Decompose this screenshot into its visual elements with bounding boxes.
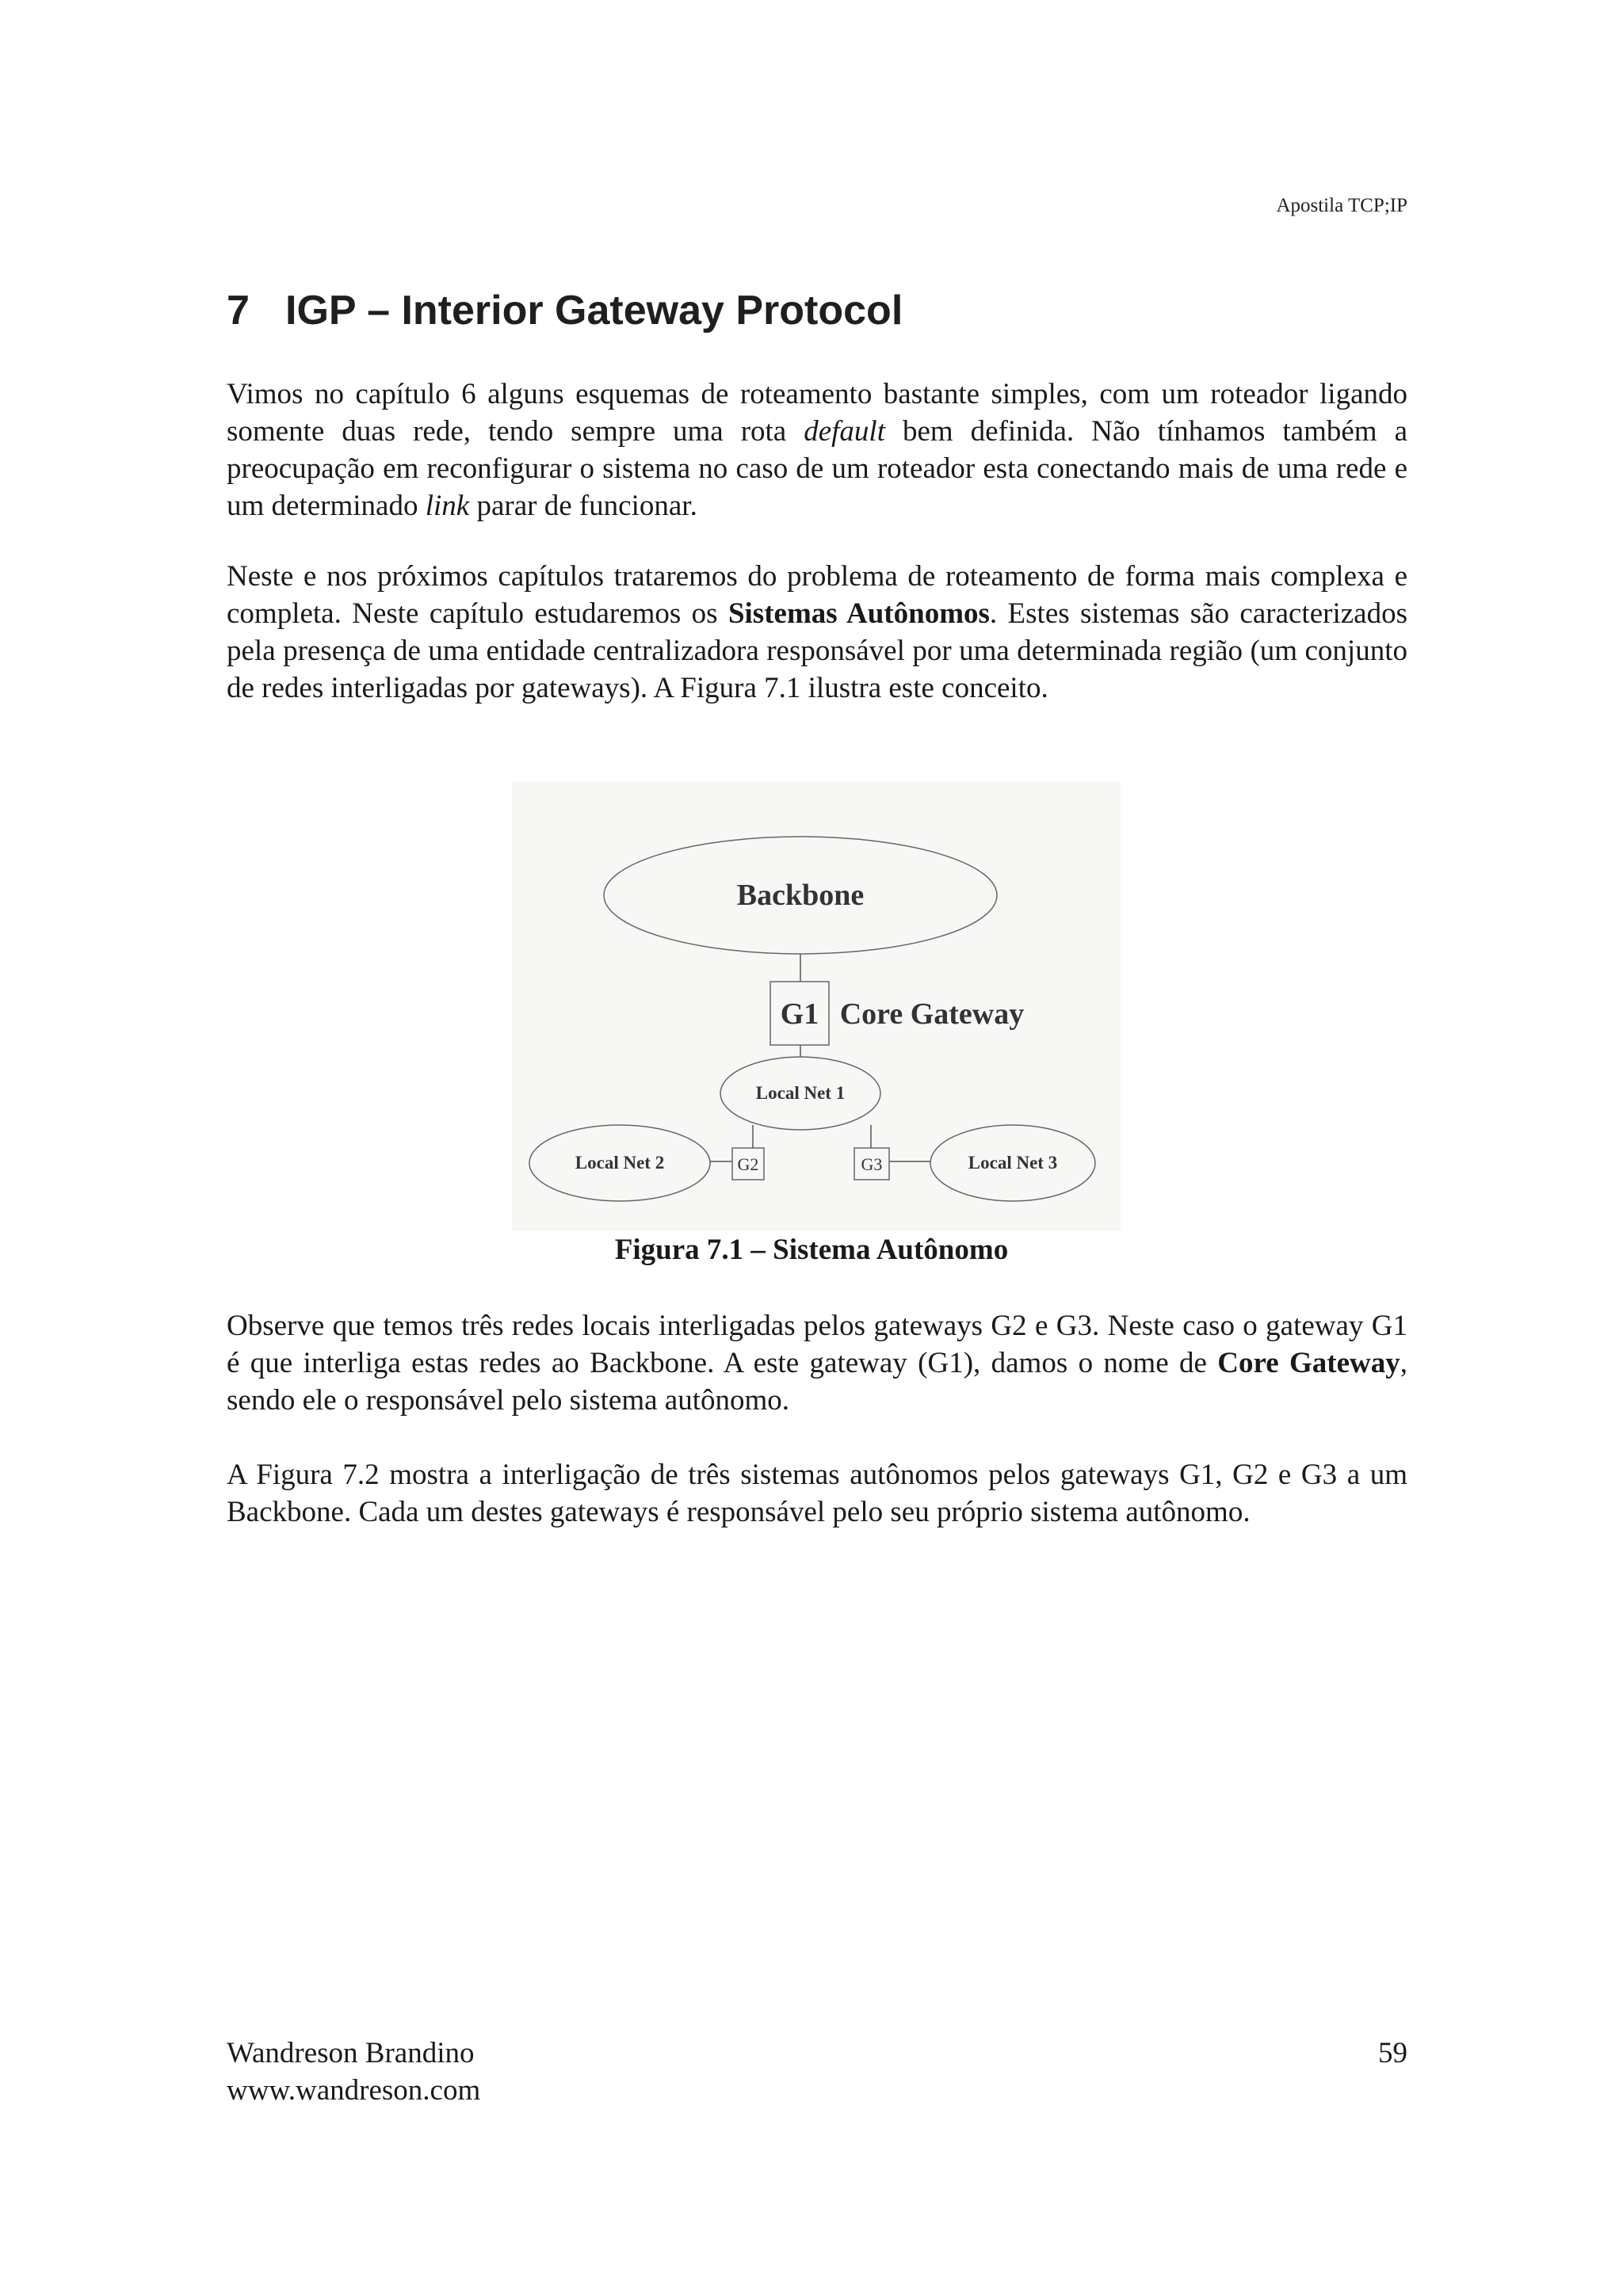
footer-author-block	[227, 2035, 480, 2109]
paragraph-2-text-a: Neste e nos próximos capítulos trataremos do problema de roteamento de forma mais complexa e completa. Neste capítulo estudaremos os	[227, 560, 1407, 630]
backbone-label: Backbone	[736, 879, 865, 912]
g2-label: G2	[737, 1154, 759, 1174]
chapter-number: 7	[227, 288, 250, 334]
paragraph-1-text-c: parar de funcionar.	[469, 490, 697, 522]
chapter-title	[227, 287, 1407, 334]
paragraph-3	[227, 1307, 1407, 1419]
paragraph-2-text-b: . Estes sistemas são caracterizados pela presença de uma entidade centralizadora responsável por uma determinada região (um conjunto de redes interligadas por gateways). A Figura 7.1 ilustra este conceito.	[227, 597, 1407, 704]
paragraph-3-text-b: , sendo ele o responsável pelo sistema autônomo.	[227, 1347, 1407, 1417]
paragraph-1-emphasis-default: default	[804, 415, 885, 448]
footer-website: www.wandreson.com	[227, 2074, 481, 2107]
paragraph-1-text-a: Vimos no capítulo 6 alguns esquemas de roteamento bastante simples, com um roteador ligando somente duas rede, tendo sempre uma rota	[227, 378, 1407, 448]
g3-label: G3	[861, 1154, 883, 1174]
paragraph-2-bold-term: Sistemas Autônomos	[727, 597, 990, 630]
paragraph-4	[227, 1456, 1407, 1531]
running-header: Apostila TCP;IP	[1276, 195, 1407, 216]
paragraph-1	[227, 376, 1407, 524]
paragraph-3-bold-term: Core Gateway	[1217, 1347, 1400, 1379]
local-net-1-label: Local Net 1	[755, 1083, 846, 1103]
footer-author: Wandreson Brandino	[227, 2037, 475, 2069]
paragraph-2	[227, 558, 1407, 707]
page-number: 59	[1378, 2037, 1407, 2069]
paragraph-1-emphasis-link: link	[425, 490, 470, 522]
g1-label: G1	[780, 997, 819, 1031]
paragraph-4-text: A Figura 7.2 mostra a interligação de três sistemas autônomos pelos gateways G1, G2 e G3 a um Backbone. Cada um destes gateways é responsável pelo seu próprio sistema autônomo.	[227, 1459, 1407, 1528]
core-gateway-label: Core Gateway	[839, 997, 1025, 1031]
local-net-3-label: Local Net 3	[968, 1153, 1058, 1173]
paragraph-3-text-a: Observe que temos três redes locais interligadas pelos gateways G2 e G3. Neste caso o gateway G1 é que interliga estas redes ao Backbone. A este gateway (G1), damos o nome de	[227, 1310, 1407, 1379]
figure-caption: Figura 7.1 – Sistema Autônomo	[614, 1234, 1009, 1266]
autonomous-system-diagram	[512, 781, 1121, 1231]
chapter-title-text: IGP – Interior Gateway Protocol	[285, 288, 903, 334]
local-net-2-label: Local Net 2	[575, 1153, 665, 1173]
paragraph-1-text-b: bem definida. Não tínhamos também a preocupação em reconfigurar o sistema no caso de um roteador esta conectando mais de uma rede e um determinado	[227, 415, 1407, 522]
figure-7-1-diagram	[512, 781, 1121, 1231]
